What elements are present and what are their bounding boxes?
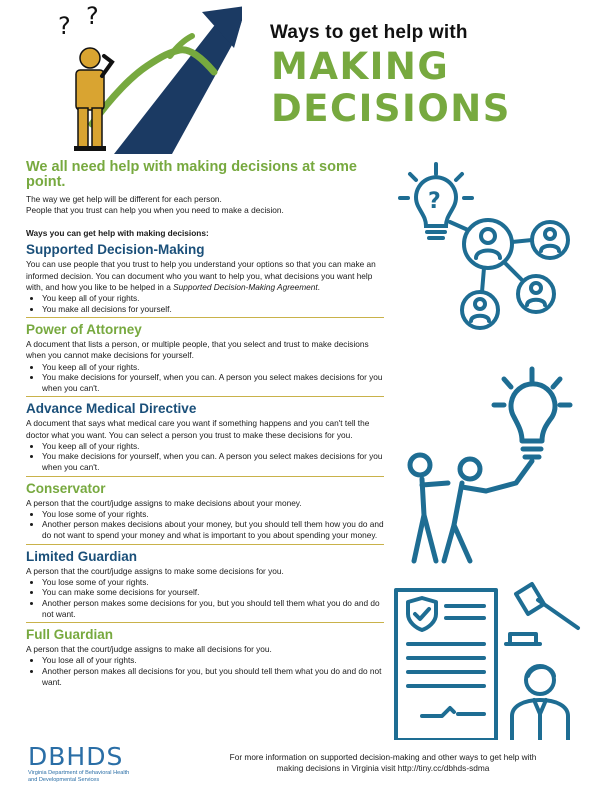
bullet-item: • You make decisions for yourself, when you can. A person you select makes decisions for you when you can't. xyxy=(42,451,384,472)
section-title: Advance Medical Directive xyxy=(26,401,197,417)
footer-note-line-2: making decisions in Virginia visit http://tiny.cc/dbhds-sdma xyxy=(276,762,490,773)
section-title: Power of Attorney xyxy=(26,322,142,338)
logo-subtitle-line-2: and Developmental Services xyxy=(28,777,100,783)
bullet-item: • Another person makes all decisions for you, but you should tell them what you do and do not want. xyxy=(42,666,384,687)
svg-text:?: ? xyxy=(86,6,99,30)
person-holding-lightbulb-icon xyxy=(396,365,586,565)
section-conservator xyxy=(26,481,384,545)
logo-wordmark: DBHDS xyxy=(28,742,124,771)
section-body: A document that lists a person, or multiple people, that you select and trust to make decisions when you cannot make decisions for yourself. xyxy=(26,339,369,361)
section-title: Conservator xyxy=(26,480,106,496)
section-body: A document that says what medical care you want if something happens and you can't tell the doctor what you want. You can select a person you trust to make these decisions for you. xyxy=(26,418,370,440)
ways-label: Ways you can get help with making decisions: xyxy=(26,228,209,239)
bullet-item: • You keep all of your rights. xyxy=(42,362,384,373)
section-limited-guardian xyxy=(26,549,384,624)
section-bullets xyxy=(26,577,384,619)
dbhds-logo xyxy=(28,744,188,784)
intro-heading: We all need help with making decisions at some point. xyxy=(26,159,357,190)
section-advance-medical-directive xyxy=(26,401,384,476)
section-bullets xyxy=(26,441,384,473)
bullet-item: • You keep all of your rights. xyxy=(42,441,384,452)
section-body: A person that the court/judge assigns to make decisions about your money. xyxy=(26,497,302,508)
title-line-1: Ways to get help with xyxy=(270,22,468,43)
footer-note xyxy=(196,752,570,773)
section-bullets xyxy=(26,509,384,541)
logo-subtitle-line-1: Virginia Department of Behavioral Health xyxy=(28,770,130,776)
bullet-item: • You lose all of your rights. xyxy=(42,655,384,666)
bullet-item: • You make all decisions for yourself. xyxy=(42,304,384,315)
section-bullets xyxy=(26,655,384,687)
section-body: A person that the court/judge assigns to make some decisions for you. xyxy=(26,565,284,576)
legal-document-gavel-icon xyxy=(392,580,588,740)
bullet-item: • You can make some decisions for yourself. xyxy=(42,587,384,598)
confused-person-arrow-illustration xyxy=(52,6,242,154)
section-supported-decision-making xyxy=(26,242,384,318)
svg-text:?: ? xyxy=(428,189,441,214)
bullet-item: • Another person makes decisions about your money, but you should tell them how you do and do not want to spend your money and what is important to you about spending your money. xyxy=(42,519,384,540)
svg-text:?: ? xyxy=(58,12,71,40)
section-full-guardian xyxy=(26,627,384,690)
title-main-line-1: MAKING xyxy=(271,45,450,88)
bullet-item: • You make decisions for yourself, when you can. A person you select makes decisions for you when you can't. xyxy=(42,372,384,393)
agreement-name: Supported Decision-Making Agreement xyxy=(173,281,318,292)
bullet-item: • You lose some of your rights. xyxy=(42,509,384,520)
title-main xyxy=(271,46,511,130)
section-title: Limited Guardian xyxy=(26,548,138,564)
section-body: A person that the court/judge assigns to make all decisions for you. xyxy=(26,644,272,655)
section-bullets xyxy=(26,362,384,394)
bullet-item: • Another person makes some decisions for you, but you should tell them what you do and do not want. xyxy=(42,598,384,619)
intro-line-1: The way we get help will be different for each person. xyxy=(26,194,222,204)
section-body: You can use people that you trust to help you understand your options so that you can make an informed decision. You can document who you want to help you, what decisions you want help with, and how you like to be helped in a Supported Decision-Making Agreement. xyxy=(26,259,376,292)
title-main-line-2: DECISIONS xyxy=(271,87,511,130)
content-column xyxy=(26,160,384,694)
intro-line-2: People that you trust can help you when you need to make a decision. xyxy=(26,205,284,216)
lightbulb-question-network-icon xyxy=(396,160,576,335)
section-title: Supported Decision-Making xyxy=(26,242,205,258)
footer-note-line-1: For more information on supported decision-making and other ways to get help with xyxy=(229,752,537,762)
bullet-item: • You lose some of your rights. xyxy=(42,577,384,588)
section-power-of-attorney xyxy=(26,322,384,397)
section-title: Full Guardian xyxy=(26,627,114,643)
section-bullets xyxy=(26,293,384,314)
bullet-item: • You keep all of your rights. xyxy=(42,293,384,304)
